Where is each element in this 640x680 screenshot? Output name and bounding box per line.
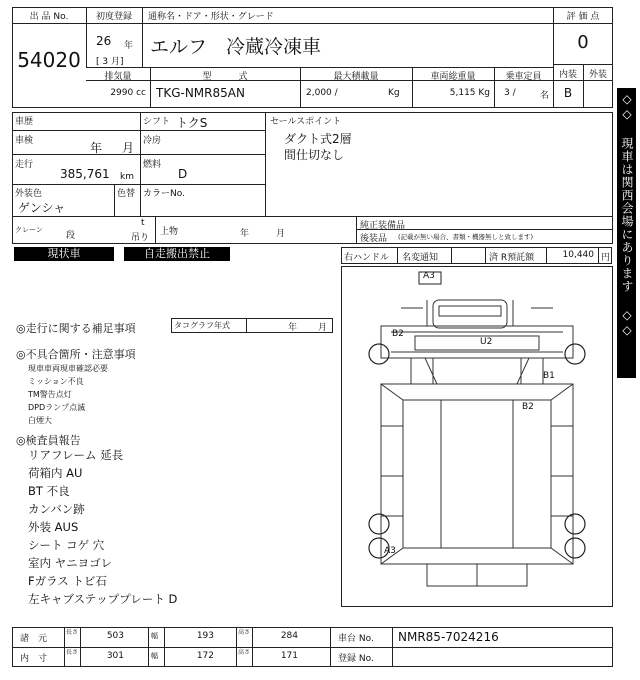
- exterior-label: 外装: [588, 70, 607, 80]
- exterior-color-label: 外装色: [15, 189, 43, 199]
- oem-equipment-label: 純正装備品: [360, 221, 406, 231]
- first-reg-year-char: 年: [124, 41, 134, 51]
- aftermarket-label: 後装品: [360, 234, 388, 244]
- chassis-no-label: 車台 No.: [338, 634, 374, 644]
- spec-height: 284: [280, 631, 298, 641]
- inspector-report-item: 荷箱内 AU: [28, 466, 83, 480]
- color-code-label: カラーNo.: [143, 189, 185, 199]
- spec-length: 503: [106, 631, 124, 641]
- inspection-label: 車検: [15, 136, 34, 146]
- disp-label: 排気量: [104, 72, 132, 82]
- capacity-unit: 名: [540, 91, 550, 101]
- capacity-label: 乗車定員: [505, 72, 542, 82]
- defect-list: [28, 362, 108, 427]
- load-unit: Kg: [388, 88, 400, 98]
- inspector-report-item: Fガラス トビ石: [28, 574, 107, 588]
- mileage-label: 走行: [15, 160, 34, 170]
- body-label: 上物: [160, 227, 179, 237]
- inspection-month: 月: [122, 141, 135, 155]
- score-label: 評 価 点: [566, 12, 600, 22]
- body-month: 月: [276, 229, 286, 239]
- crane-label: クレーン: [15, 226, 43, 234]
- ac-label: 冷房: [143, 136, 162, 146]
- inspector-report-item: リアフレーム 延長: [28, 448, 124, 462]
- interior-grade: B: [563, 86, 573, 100]
- inspector-report-item: 外装 AUS: [28, 520, 79, 534]
- inspector-report-list: [28, 446, 177, 608]
- defect-item: 現車車両現車確認必要: [28, 364, 108, 373]
- inspector-report-label: ◎検査員報告: [16, 434, 81, 447]
- handle-position: 右ハンドル: [344, 253, 390, 263]
- spec-width: 193: [196, 631, 214, 641]
- tachograph-month: 月: [318, 323, 328, 333]
- first-reg-year: 26: [96, 34, 112, 48]
- defect-item: TM警告点灯: [28, 390, 72, 399]
- yen-label: 円: [601, 253, 611, 263]
- aftermarket-note: (記載が無い場合、書類・機器無しと致します): [398, 233, 534, 241]
- score-value: 0: [577, 32, 589, 53]
- spec-dims-label: 諸 元: [20, 634, 48, 644]
- type-value: TKG-NMR85AN: [156, 86, 245, 100]
- gvw-value: 5,115 Kg: [449, 88, 490, 98]
- length-label-2: 長さ: [66, 649, 79, 656]
- shift-value: トクS: [176, 116, 208, 130]
- venue-notice-text: ◇◇ 現車は関西会場にあります ◇◇: [620, 92, 634, 338]
- inner-length: 301: [106, 651, 124, 661]
- mileage-value: 385,761: [60, 167, 110, 181]
- tachograph-label: タコグラフ年式: [174, 321, 230, 330]
- recycle-label: 済 R預託額: [489, 253, 535, 263]
- color-change-label: 色替: [117, 189, 136, 199]
- sales-point-line1: ダクト式2層: [284, 132, 352, 146]
- inspector-report-item: 室内 ヤニヨゴレ: [28, 556, 113, 570]
- length-label: 長さ: [66, 629, 79, 636]
- height-label: 高さ: [238, 629, 251, 636]
- inner-height: 171: [280, 651, 298, 661]
- inner-dims-label: 内 寸: [20, 654, 48, 664]
- defect-item: 白煙大: [28, 416, 52, 425]
- first-reg-month: [ 3 月]: [96, 57, 124, 67]
- lot-label: 出 品 No.: [29, 12, 69, 22]
- first-reg-label: 初度登録: [95, 12, 132, 22]
- defect-item: ミッション不良: [28, 377, 84, 386]
- fuel-value: D: [178, 167, 188, 181]
- vehicle-diagram: [341, 266, 613, 608]
- sales-point-label: セールスポイント: [270, 117, 342, 127]
- interior-label: 内装: [558, 70, 577, 80]
- inspector-report-item: シート コゲ 穴: [28, 538, 105, 552]
- inner-width: 172: [196, 651, 214, 661]
- crane-stage: 段: [66, 231, 76, 241]
- current-condition-badge: 現状車: [14, 247, 114, 261]
- tachograph-year: 年: [288, 323, 298, 333]
- inspector-report-item: カンバン跡: [28, 502, 85, 516]
- type-label: 型 式: [202, 72, 248, 82]
- damage-mark-b2-mid: B2: [522, 402, 534, 412]
- registration-no-label: 登録 No.: [338, 654, 374, 664]
- history-label: 車歴: [15, 117, 34, 127]
- load-value: 2,000 /: [306, 88, 338, 98]
- driving-notes-label: ◎走行に関する補足事項: [16, 322, 136, 335]
- height-label-2: 高さ: [238, 649, 251, 656]
- damage-mark-a3-top: A3: [423, 271, 435, 281]
- exterior-color-value: ゲンシャ: [18, 201, 66, 215]
- crane-t: t: [141, 218, 145, 228]
- fuel-label: 燃料: [143, 160, 162, 170]
- sales-point-line2: 間仕切なし: [284, 148, 345, 162]
- chassis-no-value: NMR85-7024216: [398, 630, 499, 644]
- no-self-drive-badge: 自走搬出禁止: [124, 247, 230, 261]
- model-name-label: 通称名・ドア・形状・グレード: [148, 12, 274, 22]
- width-label: 幅: [151, 632, 158, 640]
- model-name: エルフ 冷蔵冷凍車: [150, 36, 322, 58]
- damage-mark-u2: U2: [480, 337, 493, 347]
- lot-number: 54020: [17, 48, 81, 72]
- name-change-label: 名変通知: [402, 253, 439, 263]
- shift-label: シフト: [143, 117, 171, 127]
- recycle-value: 10,440: [562, 250, 594, 260]
- gvw-label: 車両総重量: [430, 72, 476, 82]
- defect-item: DPDランプ点滅: [28, 403, 86, 412]
- damage-mark-a3-bottom: A3: [384, 546, 396, 556]
- body-year: 年: [240, 229, 250, 239]
- disp-value: 2990 cc: [110, 88, 146, 98]
- crane-hang: 吊り: [131, 233, 150, 243]
- mileage-unit: km: [120, 172, 134, 182]
- damage-mark-b1: B1: [543, 371, 555, 381]
- inspector-report-item: 左キャブステッププレート D: [28, 592, 178, 606]
- defects-label: ◎不具合箇所・注意事項: [16, 348, 136, 361]
- load-label: 最大積載量: [333, 72, 379, 82]
- inspector-report-item: BT 不良: [28, 484, 70, 498]
- width-label-2: 幅: [151, 652, 158, 660]
- capacity-value: 3 /: [504, 88, 516, 98]
- inspection-year: 年: [90, 141, 103, 155]
- damage-mark-b2-left: B2: [392, 329, 404, 339]
